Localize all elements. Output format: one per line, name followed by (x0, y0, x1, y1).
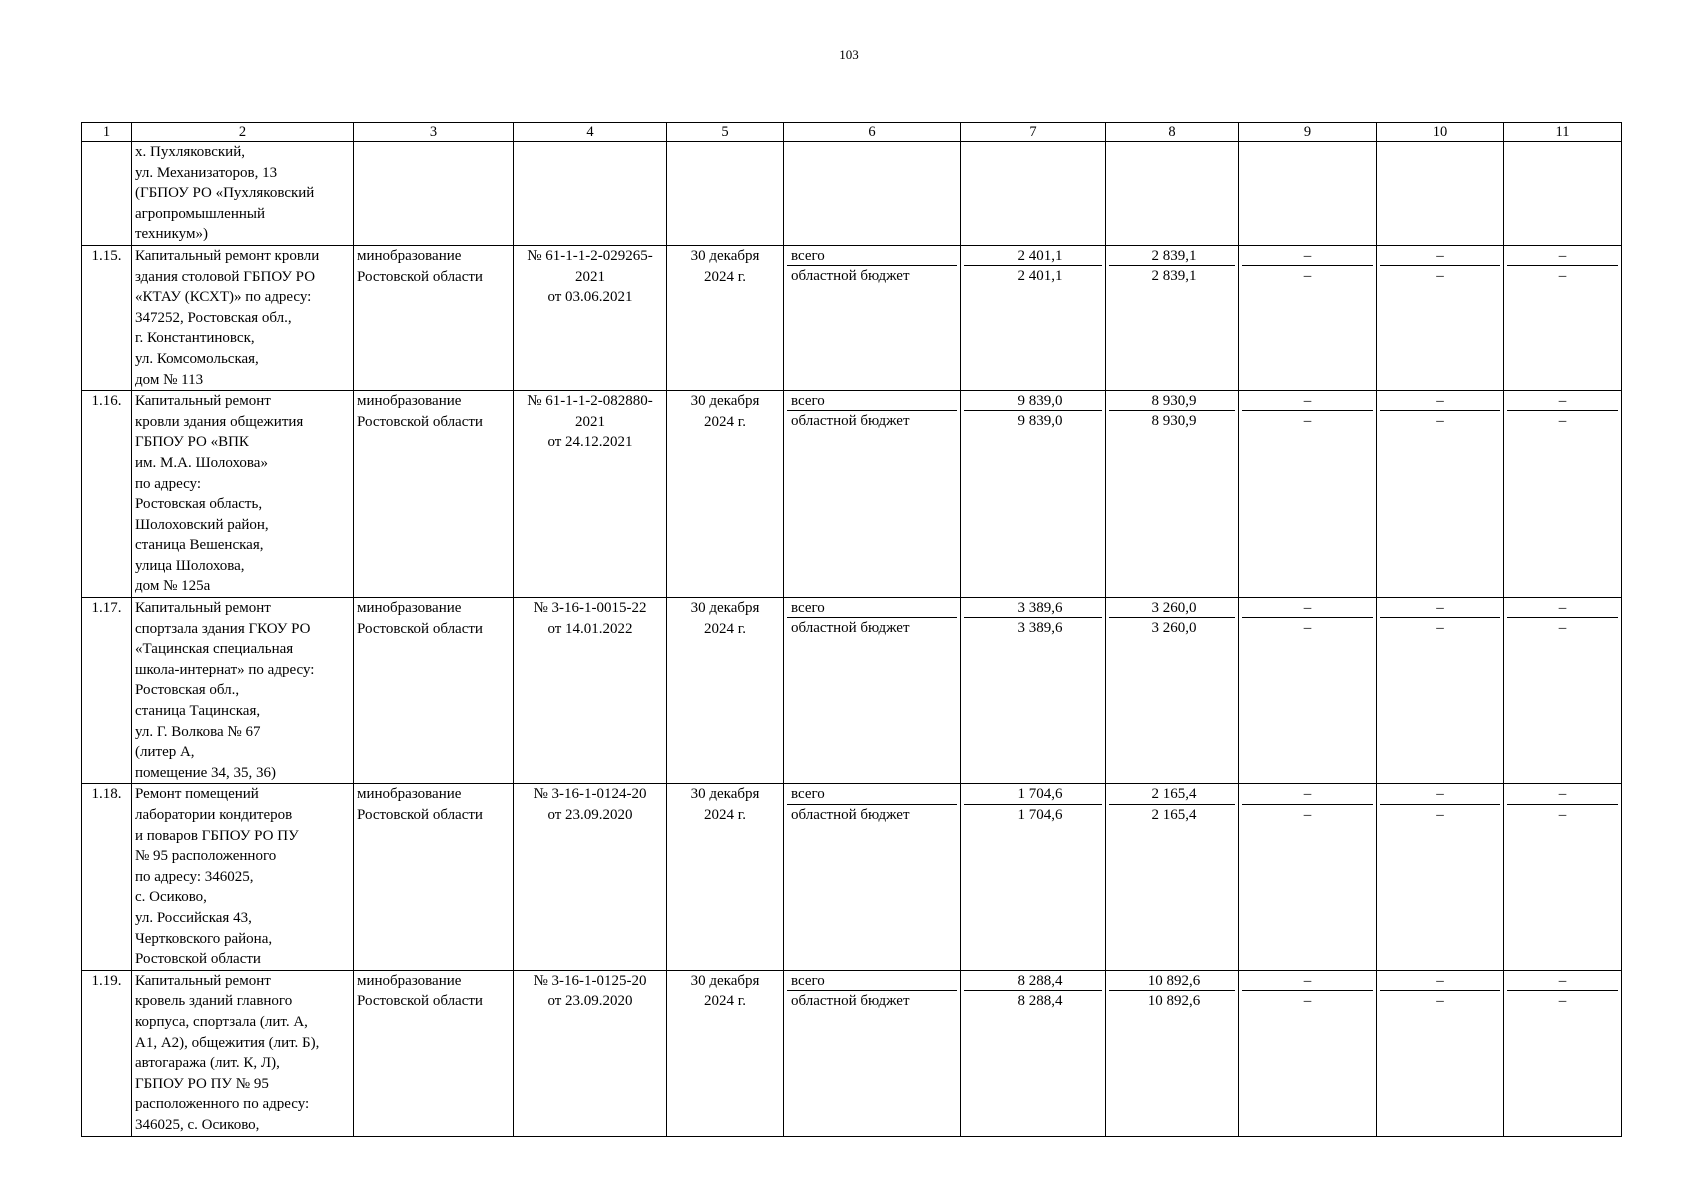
responsible-agency: минобразование Ростовской области (354, 784, 514, 970)
empty-cell (1106, 142, 1239, 246)
column-number: 11 (1504, 123, 1622, 142)
column-9-values (1239, 970, 1377, 1136)
regional-value: – (1303, 993, 1312, 1010)
total-value: всего (791, 600, 825, 617)
column-7-values (961, 970, 1106, 1136)
regional-value: – (1558, 806, 1567, 823)
column-9-values (1239, 391, 1377, 598)
empty-cell (961, 142, 1106, 246)
empty-cell (1504, 142, 1622, 246)
funding-source-cell (784, 245, 961, 390)
table-row (82, 598, 1622, 784)
column-10-values (1377, 784, 1504, 970)
regional-value: областной бюджет (791, 413, 910, 430)
column-7-values (961, 391, 1106, 598)
regional-value: – (1436, 268, 1444, 285)
total-value: 2 165,4 (1151, 786, 1197, 803)
regional-value: – (1303, 620, 1312, 637)
object-description: Капитальный ремонт кровли здания общежития ГБПОУ РО «ВПК им. М.А. Шолохова» по адресу: Ростовская область, Шолоховский район, станица Вешенская, улица Шолохова, дом № 125а (132, 391, 354, 598)
deadline: 30 декабря 2024 г. (667, 784, 784, 970)
column-10-values (1377, 970, 1504, 1136)
row-number-cell (82, 142, 132, 246)
regional-value: – (1303, 806, 1312, 823)
column-number: 7 (961, 123, 1106, 142)
column-8-values (1106, 245, 1239, 390)
regional-value: 3 389,6 (1017, 620, 1063, 637)
funding-source-cell (784, 970, 961, 1136)
regional-value: областной бюджет (791, 620, 910, 637)
deadline: 30 декабря 2024 г. (667, 391, 784, 598)
empty-cell (667, 142, 784, 246)
empty-cell (784, 142, 961, 246)
column-9-values (1239, 598, 1377, 784)
page-number: 103 (839, 47, 859, 62)
total-value: – (1558, 600, 1567, 617)
regional-value: 9 839,0 (1017, 413, 1063, 430)
empty-cell (1239, 142, 1377, 246)
row-number: 1.17. (82, 598, 132, 784)
total-value: – (1558, 786, 1567, 803)
column-number: 4 (514, 123, 667, 142)
column-8-values (1106, 970, 1239, 1136)
column-10-values (1377, 245, 1504, 390)
total-value: – (1303, 247, 1312, 264)
funding-source-cell (784, 598, 961, 784)
column-10-values (1377, 598, 1504, 784)
total-value: 3 260,0 (1151, 600, 1197, 617)
column-8-values (1106, 391, 1239, 598)
object-description: х. Пухляковский, ул. Механизаторов, 13 (ГБПОУ РО «Пухляковский агропромышленный техникум») (132, 142, 354, 246)
total-value: всего (791, 972, 825, 989)
column-number: 6 (784, 123, 961, 142)
column-11-values (1504, 245, 1622, 390)
document-reference: № 3-16-1-0125-20 от 23.09.2020 (514, 970, 667, 1136)
total-value: – (1303, 786, 1312, 803)
deadline: 30 декабря 2024 г. (667, 970, 784, 1136)
column-11-values (1504, 784, 1622, 970)
column-7-values (961, 784, 1106, 970)
regional-value: – (1436, 806, 1444, 823)
regional-value: 10 892,6 (1147, 993, 1201, 1010)
column-number: 3 (354, 123, 514, 142)
row-number: 1.15. (82, 245, 132, 390)
object-description: Капитальный ремонт спортзала здания ГКОУ РО «Тацинская специальная школа-интернат» по адресу: Ростовская обл., станица Тацинская, ул. Г. Волкова № 67 (литер А, помещение 34, 35, 36) (132, 598, 354, 784)
deadline: 30 декабря 2024 г. (667, 598, 784, 784)
column-11-values (1504, 391, 1622, 598)
empty-cell (354, 142, 514, 246)
column-8-values (1106, 784, 1239, 970)
column-number: 9 (1239, 123, 1377, 142)
document-reference: № 61-1-1-2-029265- 2021 от 03.06.2021 (514, 245, 667, 390)
regional-value: – (1303, 413, 1312, 430)
empty-cell (514, 142, 667, 246)
regional-value: 2 165,4 (1151, 806, 1197, 823)
column-7-values (961, 598, 1106, 784)
column-9-values (1239, 245, 1377, 390)
regional-value: областной бюджет (791, 268, 910, 285)
column-11-values (1504, 598, 1622, 784)
regional-value: 2 401,1 (1017, 268, 1063, 285)
column-11-values (1504, 970, 1622, 1136)
total-value: 8 930,9 (1151, 393, 1197, 410)
regional-value: – (1558, 620, 1567, 637)
total-value: 8 288,4 (1017, 972, 1063, 989)
regional-value: – (1558, 413, 1567, 430)
total-value: – (1436, 247, 1444, 264)
object-description: Капитальный ремонт кровель зданий главного корпуса, спортзала (лит. А, А1, А2), общежития (лит. Б), автогаража (лит. К, Л), ГБПОУ РО ПУ № 95 расположенного по адресу: 346025, с. Осиково, (132, 970, 354, 1136)
deadline: 30 декабря 2024 г. (667, 245, 784, 390)
table-row (82, 784, 1622, 970)
total-value: всего (791, 393, 825, 410)
column-10-values (1377, 391, 1504, 598)
regional-value: 3 260,0 (1151, 620, 1197, 637)
object-description: Ремонт помещений лаборатории кондитеров и поваров ГБПОУ РО ПУ № 95 расположенного по адресу: 346025, с. Осиково, ул. Российская 43, Чертковского района, Ростовской области (132, 784, 354, 970)
regional-value: – (1436, 620, 1444, 637)
regional-value: 2 839,1 (1151, 268, 1197, 285)
row-number: 1.16. (82, 391, 132, 598)
continuation-row (82, 142, 1622, 246)
total-value: – (1436, 393, 1444, 410)
funding-source-cell (784, 391, 961, 598)
column-number: 1 (82, 123, 132, 142)
table-row (82, 245, 1622, 390)
regional-value: 1 704,6 (1017, 806, 1063, 823)
row-number: 1.18. (82, 784, 132, 970)
regional-value: 8 288,4 (1017, 993, 1063, 1010)
total-value: 9 839,0 (1017, 393, 1063, 410)
column-7-values (961, 245, 1106, 390)
document-reference: № 3-16-1-0124-20 от 23.09.2020 (514, 784, 667, 970)
column-number-row (82, 123, 1622, 142)
document-reference: № 3-16-1-0015-22 от 14.01.2022 (514, 598, 667, 784)
responsible-agency: минобразование Ростовской области (354, 598, 514, 784)
regional-value: областной бюджет (791, 993, 910, 1010)
regional-value: областной бюджет (791, 806, 910, 823)
funding-source-cell (784, 784, 961, 970)
regional-value: – (1558, 268, 1567, 285)
regional-value: 8 930,9 (1151, 413, 1197, 430)
total-value: – (1436, 786, 1444, 803)
total-value: – (1303, 972, 1312, 989)
responsible-agency: минобразование Ростовской области (354, 970, 514, 1136)
program-table (81, 122, 1622, 1137)
column-number: 5 (667, 123, 784, 142)
column-number: 10 (1377, 123, 1504, 142)
total-value: – (1303, 600, 1312, 617)
total-value: всего (791, 786, 825, 803)
column-8-values (1106, 598, 1239, 784)
total-value: 2 839,1 (1151, 247, 1197, 264)
total-value: 3 389,6 (1017, 600, 1063, 617)
column-9-values (1239, 784, 1377, 970)
column-number: 8 (1106, 123, 1239, 142)
total-value: всего (791, 247, 825, 264)
document-reference: № 61-1-1-2-082880- 2021 от 24.12.2021 (514, 391, 667, 598)
empty-cell (1377, 142, 1504, 246)
column-number: 2 (132, 123, 354, 142)
total-value: – (1303, 393, 1312, 410)
total-value: 10 892,6 (1147, 972, 1201, 989)
total-value: – (1558, 247, 1567, 264)
responsible-agency: минобразование Ростовской области (354, 245, 514, 390)
object-description: Капитальный ремонт кровли здания столовой ГБПОУ РО «КТАУ (КСХТ)» по адресу: 347252, Ростовская обл., г. Константиновск, ул. Комсомольская, дом № 113 (132, 245, 354, 390)
responsible-agency: минобразование Ростовской области (354, 391, 514, 598)
total-value: 2 401,1 (1017, 247, 1063, 264)
total-value: – (1436, 972, 1444, 989)
table-row (82, 970, 1622, 1136)
row-number: 1.19. (82, 970, 132, 1136)
total-value: – (1436, 600, 1444, 617)
regional-value: – (1436, 993, 1444, 1010)
regional-value: – (1436, 413, 1444, 430)
table-row (82, 391, 1622, 598)
total-value: 1 704,6 (1017, 786, 1063, 803)
regional-value: – (1303, 268, 1312, 285)
total-value: – (1558, 393, 1567, 410)
total-value: – (1558, 972, 1567, 989)
regional-value: – (1558, 993, 1567, 1010)
